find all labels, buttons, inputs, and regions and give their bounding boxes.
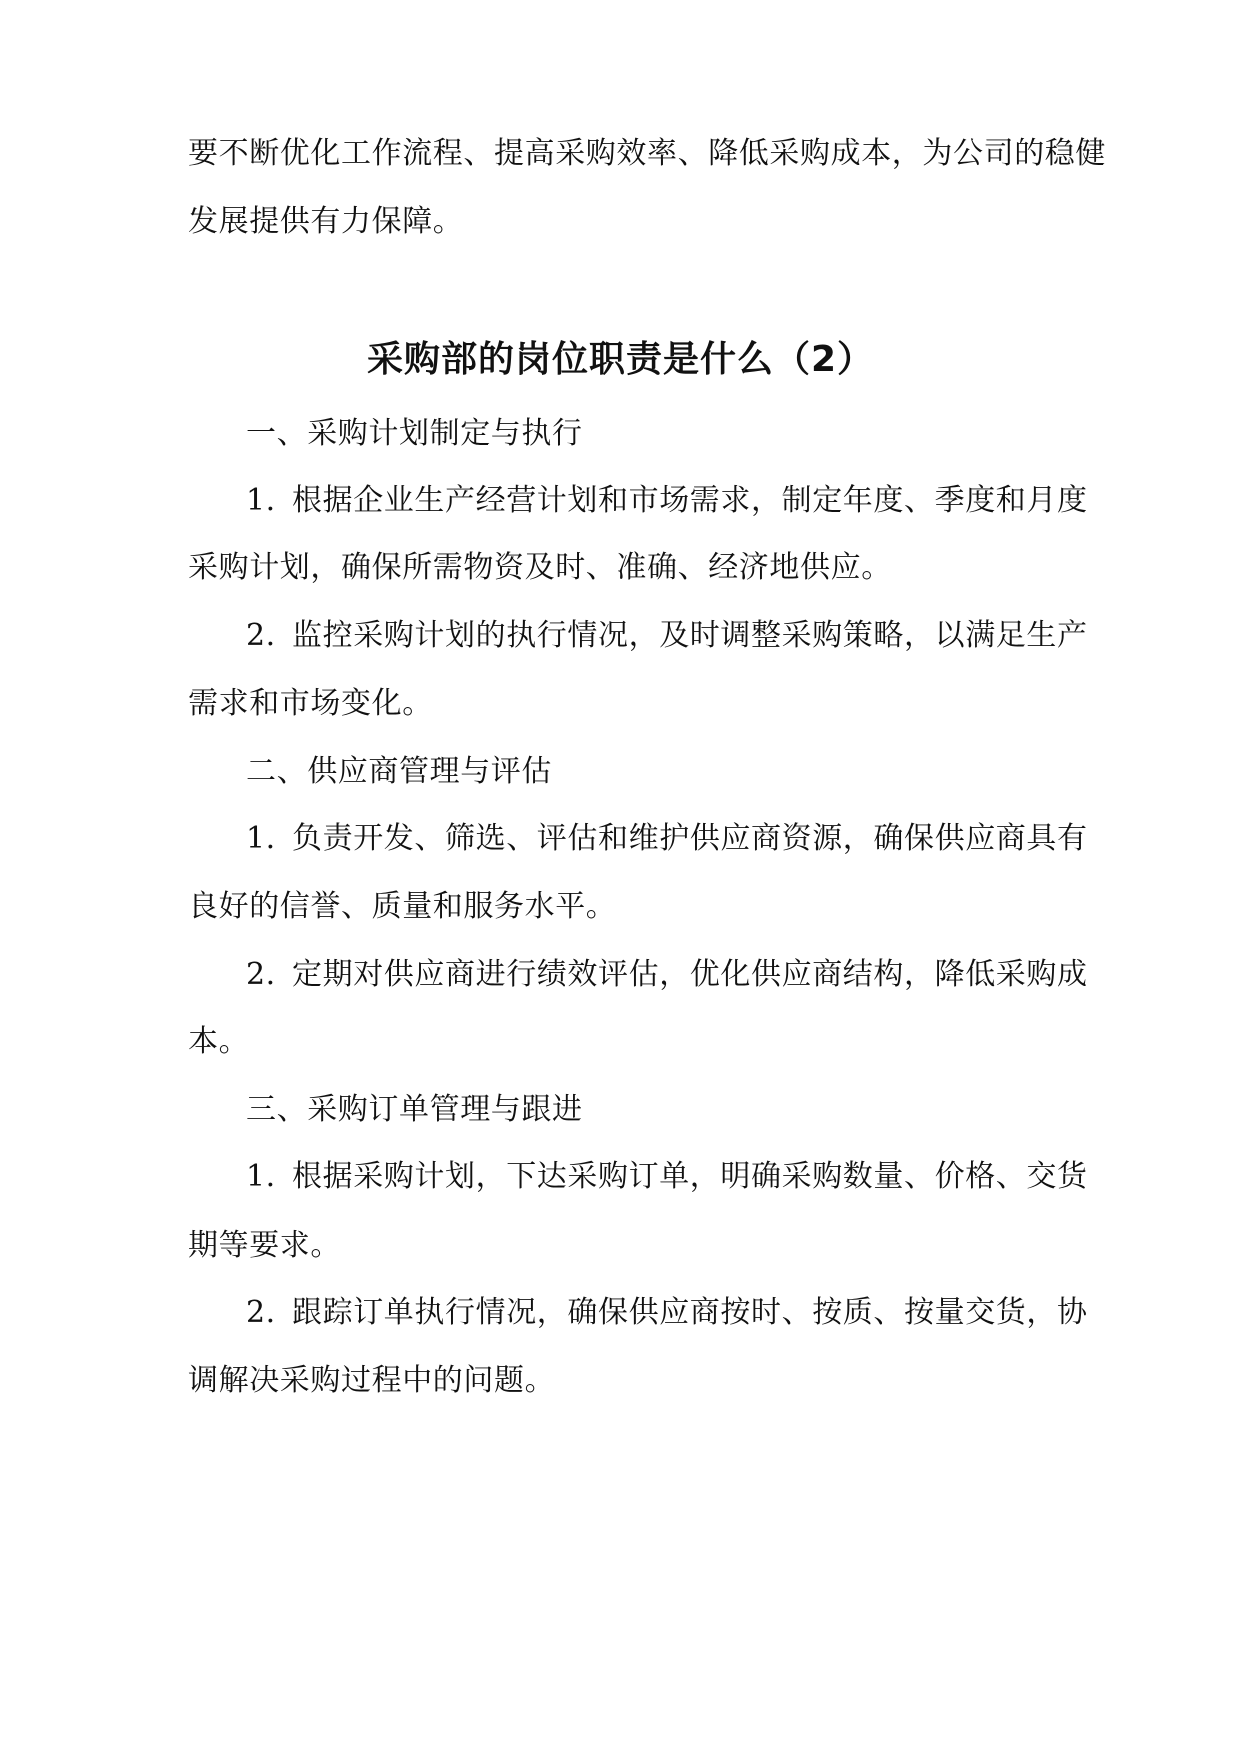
section-heading: 一、采购计划制定与执行	[246, 416, 583, 451]
list-item-number: 2.	[246, 1295, 276, 1330]
list-item-line-1	[246, 819, 1088, 859]
list-item-line-2: 期等要求。	[188, 1228, 341, 1263]
list-item-line-2: 本。	[188, 1024, 250, 1059]
list-item-number: 1.	[246, 821, 276, 856]
list-item-line-2: 良好的信誉、质量和服务水平。	[188, 889, 617, 924]
list-item-text: 定期对供应商进行绩效评估，优化供应商结构，降低采购成	[292, 957, 1088, 992]
page-title: 采购部的岗位职责是什么（2）	[366, 339, 875, 380]
list-item-line-1	[246, 616, 1088, 656]
list-item-text: 跟踪订单执行情况，确保供应商按时、按质、按量交货，协	[292, 1295, 1088, 1330]
list-item-text: 负责开发、筛选、评估和维护供应商资源，确保供应商具有	[292, 821, 1088, 856]
list-item-number: 1.	[246, 1159, 276, 1194]
list-item-line-2: 采购计划，确保所需物资及时、准确、经济地供应。	[188, 550, 892, 585]
section-heading: 二、供应商管理与评估	[246, 754, 552, 789]
list-item-number: 1.	[246, 483, 276, 518]
list-item-text: 根据采购计划，下达采购订单，明确采购数量、价格、交货	[292, 1159, 1088, 1194]
list-item-number: 2.	[246, 957, 276, 992]
list-item-number: 2.	[246, 618, 276, 653]
list-item-text: 根据企业生产经营计划和市场需求，制定年度、季度和月度	[292, 483, 1088, 518]
list-item-line-1	[246, 955, 1088, 995]
section-heading: 三、采购订单管理与跟进	[246, 1092, 583, 1127]
list-item-text: 监控采购计划的执行情况，及时调整采购策略，以满足生产	[292, 618, 1088, 653]
list-item-line-2: 需求和市场变化。	[188, 686, 433, 721]
intro-paragraph-line-1: 要不断优化工作流程、提高采购效率、降低采购成本，为公司的稳健	[188, 136, 1106, 171]
list-item-line-1	[246, 1293, 1088, 1333]
list-item-line-2: 调解决采购过程中的问题。	[188, 1363, 556, 1398]
list-item-line-1	[246, 481, 1088, 521]
list-item-line-1	[246, 1157, 1088, 1197]
intro-paragraph-line-2: 发展提供有力保障。	[188, 204, 464, 239]
